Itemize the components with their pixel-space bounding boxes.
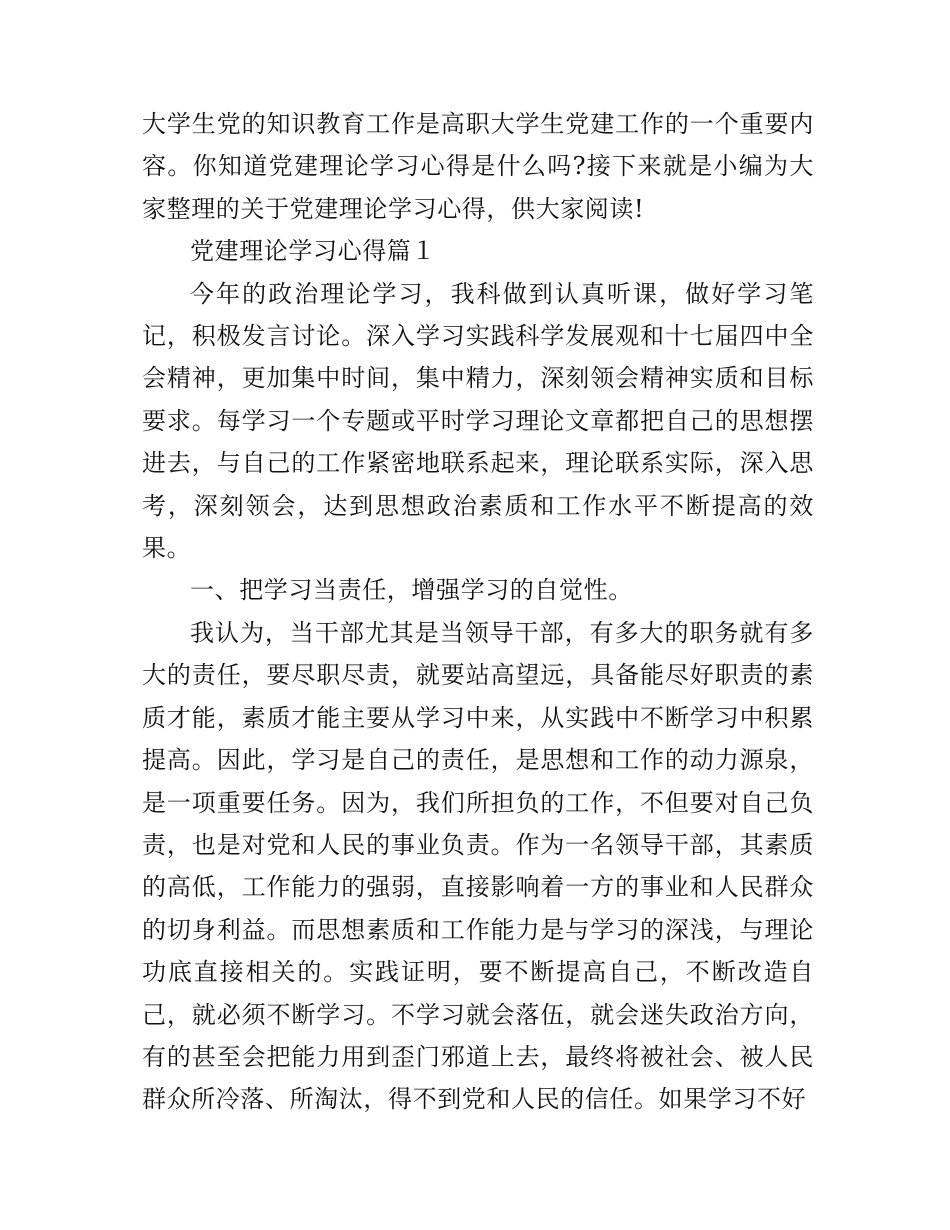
body-paragraph: 今年的政治理论学习，我科做到认真听课，做好学习笔记，积极发言讨论。深入学习实践科学发展观和十七届四中全会精神，更加集中时间，集中精力，深刻领会精神实质和目标要求。每学习一个专题或平时学习理论文章都把自己的思想摆进去，与自己的工作紧密地联系起来，理论联系实际，深入思考，深刻领会，达到思想政治素质和工作水平不断提高的效果。: [142, 279, 814, 563]
intro-paragraph: 大学生党的知识教育工作是高职大学生党建工作的一个重要内容。你知道党建理论学习心得是什么吗?接下来就是小编为大家整理的关于党建理论学习心得，供大家阅读!: [142, 110, 814, 223]
document-body: [142, 103, 814, 1121]
subsection-heading: 一、把学习当责任，增强学习的自觉性。: [190, 576, 633, 605]
body-paragraph: 我认为，当干部尤其是当领导干部，有多大的职务就有多大的责任，要尽职尽责，就要站高望远，具备能尽好职责的素质才能，素质才能主要从学习中来，从实践中不断学习中积累提高。因此，学习是自己的责任，是思想和工作的动力源泉，是一项重要任务。因为，我们所担负的工作，不但要对自己负责，也是对党和人民的事业负责。作为一名领导干部，其素质的高低，工作能力的强弱，直接影响着一方的事业和人民群众的切身利益。而思想素质和工作能力是与学习的深浅，与理论功底直接相关的。实践证明，要不断提高自己，不断改造自己，就必须不断学习。不学习就会落伍，就会迷失政治方向，有的甚至会把能力用到歪门邪道上去，最终将被社会、被人民群众所冷落、所淘汰，得不到党和人民的信任。如果学习不好: [142, 618, 814, 1114]
section-heading: 党建理论学习心得篇１: [190, 237, 436, 266]
